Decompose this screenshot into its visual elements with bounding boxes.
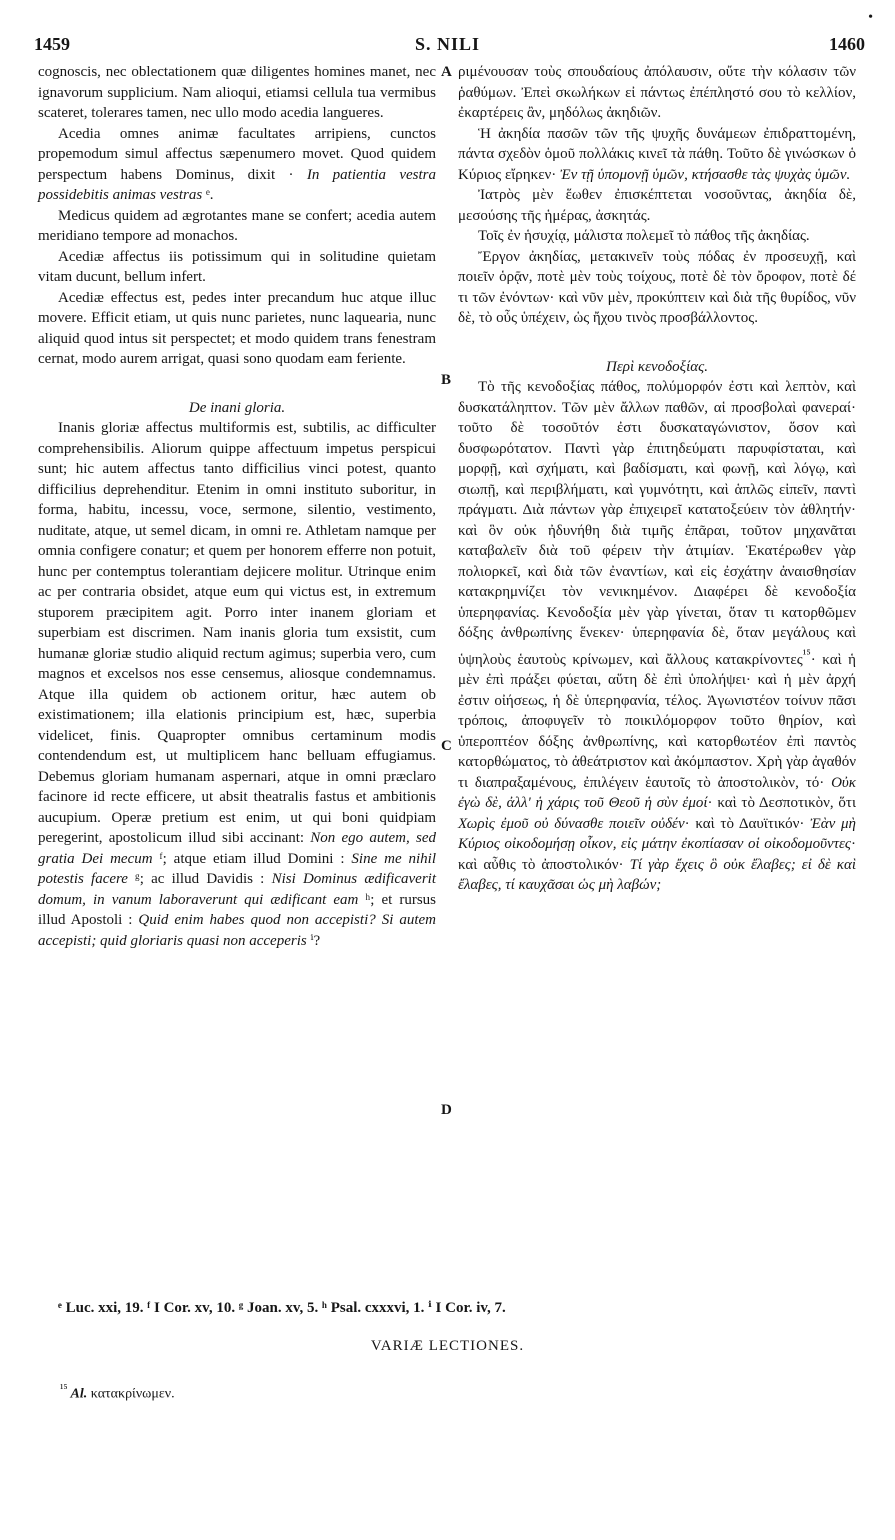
- latin-quote: In patientia vestra possidebitis animas vestras: [38, 166, 437, 203]
- greek-column: [458, 62, 856, 896]
- page-number-right: 1460: [829, 34, 865, 54]
- margin-letter-d: D: [441, 1102, 452, 1118]
- greek-paragraph: Ἔργον ἀκηδίας, μετακινεῖν τοὺς πόδας ἐν προσευχῇ, καὶ ποιεῖν ὁρᾷν, ποτὲ μὲν τοὺς τοίχους, ποτὲ δὲ τὸν ὄροφον, ποτὲ δέ τι τῶν ἐνόντων· καὶ νῦν μὲν, προκύπτειν καὶ διὰ τῆς θυρίδος, νῦν δὲ, τὸ οὖς ὑπέχειν, ὡς ἤχου τινὸς προσβάλλοντος.: [458, 248, 856, 326]
- latin-paragraph: cognoscis, nec oblectationem quæ diligentes homines manet, nec ignavorum supplicium. Nam alioqui, etiamsi cellula tua vermibus scateret, tolerares tamen, nec ullo modo acedia langueres.: [38, 64, 436, 121]
- latin-section-heading: De inani gloria.: [188, 399, 286, 416]
- latin-column: [38, 62, 436, 951]
- greek-paragraph: ριμένουσαν τοὺς σπουδαίους ἀπόλαυσιν, οὔτε τὴν κόλασιν τῶν ῥαθύμων. Ἐπεὶ σκωλήκων εἰ πάντως ἐπέπληστό σου τὸ κελλίον, ἐκαρτέρεις ἂν, μηδόλως ἀκηδιῶν.: [458, 64, 856, 121]
- margin-letter-a: A: [441, 64, 452, 80]
- margin-letter-b: B: [441, 372, 452, 388]
- greek-section-heading: Περὶ κενοδοξίας.: [606, 358, 708, 375]
- greek-quote: Ἐν τῇ ὑπομονῇ ὑμῶν, κτήσασθε τὰς ψυχὰς ὑμῶν.: [556, 166, 851, 183]
- corner-dot: •: [868, 10, 873, 25]
- margin-letter-c: C: [441, 738, 452, 754]
- footnotes: ᵉ Luc. xxi, 19. ᶠ I Cor. xv, 10. ᵍ Joan. xv, 5. ʰ Psal. cxxxvi, 1. ⁱ I Cor. iv, 7.: [58, 1300, 506, 1316]
- latin-paragraph: Acediæ effectus est, pedes inter precandum huc atque illuc movere. Efficit etiam, ut quis nunc parietes, nunc laquearia, nunc aliquid quod intus sit perspectet; et modo quidem trans fenestram cernat, modo aurem arrigat, quasi sono quodam eam feriente.: [38, 289, 436, 367]
- latin-paragraph: Medicus quidem ad ægrotantes mane se confert; acedia autem meridiano tempore ad monachos.: [38, 207, 436, 244]
- latin-paragraph: Acedia omnes animæ facultates arripiens, cunctos propemodum simul affectus sæpenumero movet. Quod quidem perspectum habens Dominus, dixit · In patientia vestra possidebitis animas vestras ᵉ.: [38, 125, 437, 203]
- variae-lectiones-title: VARIÆ LECTIONES.: [370, 1338, 525, 1354]
- greek-paragraph: Τὸ τῆς κενοδοξίας πάθος, πολύμορφόν ἐστι καὶ λεπτὸν, καὶ δυσκατάληπτον. Τῶν μὲν ἄλλων παθῶν, αἱ προσβολαὶ φανεραί· τοῦτο δὲ τοσοῦτόν ἐστι δυσκαταγώνιστον, ὅσον καὶ δυσφωρότατον. Παντὶ γὰρ ἐπιτηδεύματι παρυφίσταται, καὶ μορφῇ, καὶ σχήματι, καὶ βαδίσματι, καὶ φωνῇ, καὶ λόγῳ, καὶ σιωπῇ, καὶ περιβλήματι, καὶ γυμνότητι, καὶ ἁπλῶς εἰπεῖν, παντὶ πράγματι. Διὰ πάντων γὰρ ἐπιχειρεῖ κατατοξεύειν τὸν ἀθλητήν· καὶ ὃν οὐκ ἠδυνήθη διὰ τιμῆς ἐπᾶραι, τοῦτον μηχανᾶται καταβαλεῖν διὰ τοῦ φέρειν τὴν ἀτιμίαν. Ἑκατέρωθεν γὰρ πολιορκεῖ, καὶ διὰ τῶν ἐναντίων, καὶ εἰς ἐσχάτην ἀναισθησίαν κατακρημνίζει τὸν νενικημένον. Διαφέρει δὲ κενοδοξία ὑπερηφανίας. Κενοδοξία μὲν γὰρ γίνεται, ὅταν τι κατορθῶμεν δόξης ἀνθρωπίνης ἕνεκεν· ὑπερηφανία δὲ, ὅταν μεγάλους καὶ ὑψηλοὺς ἑαυτοὺς κρίνωμεν, καὶ ἄλλους κατακρίνοντες$^{^{15}}$· καὶ ἡ μὲν ἐπὶ πράξει φύεται, αὕτη δὲ ἐπὶ ὑπολήψει· καὶ ἡ μὲν ἀρχή ἐστιν οἰήσεως, ἡ δὲ ὑπερηφανία, τέλος. Ἀγωνιστέον τοίνυν πᾶσι τρόποις, ἀποφυγεῖν τὸ ποικιλόμορφον τοῦτο θηρίον, καὶ ὑπεροπτέον δόξης ἀνθρωπίνης, καὶ κατορθωτέον ἐπὶ παντὸς κατορθώματος, τὸ ἀθεάτριστον καὶ ἀκόμπαστον. Χρὴ γὰρ ἀγαθόν τι διαπραξαμένους, ἐπιλέγειν ἑαυτοῖς τὸ ἀποστολικὸν, τό· Οὐκ ἐγὼ δὲ, ἀλλ' ἡ χάρις τοῦ Θεοῦ ἡ σὺν ἐμοί· καὶ τὸ Δεσποτικὸν, ὅτι Χωρὶς ἐμοῦ οὐ δύνασθε ποιεῖν οὐδέν· καὶ τὸ Δαυϊτικόν· Ἐὰν μὴ Κύριος οἰκοδομήσῃ οἶκον, εἰς μάτην ἐκοπίασαν οἱ οἰκοδομοῦντες· καὶ αὖθις τὸ ἀποστολικόν· Τί γὰρ ἔχεις ὃ οὐκ ἔλαβες; εἰ δὲ καὶ ἔλαβες, τί καυχᾶσαι ὡς μὴ λαβών;: [458, 379, 856, 893]
- greek-paragraph: Ἡ ἀκηδία πασῶν τῶν τῆς ψυχῆς δυνάμεων ἐπιδραττομένη, πάντα σχεδὸν ὁμοῦ πολλάκις κινεῖ τὰ πάθη. Τοῦτο δὲ γινώσκων ὁ Κύριος εἴρηκεν· Ἐν τῇ ὑπομονῇ ὑμῶν, κτήσασθε τὰς ψυχὰς ὑμῶν.: [458, 125, 856, 183]
- latin-paragraph: Acediæ affectus iis potissimum qui in solitudine quietam vitam ducunt, bellum infert.: [38, 248, 436, 285]
- running-title: S. NILI: [414, 34, 481, 54]
- greek-paragraph: Ἰατρὸς μὲν ἕωθεν ἐπισκέπτεται νοσοῦντας, ἀκηδία δὲ, μεσούσης τῆς ἡμέρας, ἀσκητάς.: [458, 187, 856, 224]
- greek-paragraph: Τοῖς ἐν ἡσυχίᾳ, μάλιστα πολεμεῖ τὸ πάθος τῆς ἀκηδίας.: [478, 228, 810, 244]
- variant-reading-note: $^{^{15}}$ Al. κατακρίνωμεν.: [60, 1382, 175, 1402]
- latin-paragraph: Inanis gloriæ affectus multiformis est, subtilis, ac difficulter comprehensibilis. Aliorum quippe affectuum impetus perspicui sunt; hic autem affectus tanto difficilius vinci potest, quanto difficilius deprehenditur. Etenim in omni instituto suboritur, in forma, habitu, incessu, voce, sermone, silentio, vestimento, nuditate, atque, ut semel dicam, in omni re. Athletam namque per omnia configere conatur; et quem per honorem efferre non potuit, hunc per contemptus tolerantiam dejicere molitur. Utrinque enim ac per contraria obsidet, atque eum qui victus est, in extremum stuporem præcipitem agit. Porro inter inanem gloriam et superbiam est discrimen. Nam inanis gloria tum exsistit, cum humanæ gloriæ studio aliquid rectum agimus; superbia vero, cum magnos et excelsos nos esse censemus, aliosque condemnamus. Atque illa quidem ob actionem oritur, hæc autem ob existimationem; illa elationis principium est, hæc, superbia videlicet, finis. Quapropter omnibus certaminum modis contendendum est, ut multiplicem hanc belluam effugiamus. Debemus gloriam humanam aspernari, atque in omni præclaro facinore id recte efficere, ut absit theatralis fastus et ambitionis aucupium. Operæ pretium est enim, ut qui boni quidpiam peregerint, apostolicum illud sibi accinant: Non ego autem, sed gratia Dei mecum ᶠ; atque etiam illud Domini : Sine me nihil potestis facere ᵍ; ac illud Davidis : Nisi Dominus ædificaverit domum, in vanum laboraverunt qui ædificant eam ʰ; et rursus illud Apostoli : Quid enim habes quod non accepisti? Si autem accepisti; quid gloriaris quasi non acceperis ⁱ?: [38, 420, 437, 949]
- page-number-left: 1459: [34, 34, 70, 54]
